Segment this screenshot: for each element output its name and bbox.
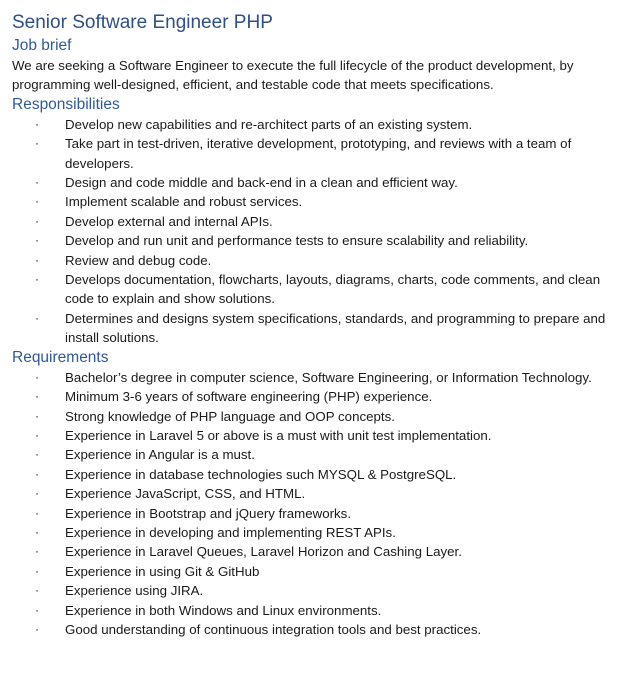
list-item [12, 231, 618, 250]
list-item [12, 426, 618, 445]
requirements-list [12, 368, 618, 640]
bullet-icon: · [35, 544, 39, 559]
list-item-text: Experience in using Git & GitHub [65, 563, 260, 579]
bullet-icon: · [35, 466, 39, 481]
list-item-text: Design and code middle and back-end in a clean and efficient way. [65, 175, 458, 191]
list-item [12, 620, 618, 639]
bullet-icon: · [35, 505, 39, 520]
list-item-text: Good understanding of continuous integration tools and best practices. [65, 621, 482, 637]
list-item-text: Experience in Bootstrap and jQuery frameworks. [65, 505, 352, 521]
list-item-text: Experience in Angular is a must. [65, 447, 255, 463]
list-item [12, 134, 618, 173]
bullet-icon: · [35, 136, 39, 151]
list-item-text: Experience using JIRA. [65, 583, 204, 599]
list-item-text: Develops documentation, flowcharts, layouts, diagrams, charts, code comments, and clean code to explain and show solutions. [65, 272, 601, 307]
list-item-text: Take part in test-driven, iterative development, prototyping, and reviews with a team of developers. [65, 136, 572, 171]
bullet-icon: · [35, 486, 39, 501]
bullet-icon: · [35, 175, 39, 190]
bullet-icon: · [35, 408, 39, 423]
list-item [12, 445, 618, 464]
bullet-icon: · [35, 194, 39, 209]
list-item-text: Experience in developing and implementing REST APIs. [65, 524, 396, 540]
bullet-icon: · [35, 447, 39, 462]
list-item [12, 368, 618, 387]
list-item [12, 270, 618, 309]
list-item-text: Experience JavaScript, CSS, and HTML. [65, 486, 306, 502]
bullet-icon: · [35, 369, 39, 384]
bullet-icon: · [35, 310, 39, 325]
responsibilities-heading: Responsibilities [12, 95, 120, 113]
list-item [12, 192, 618, 211]
list-item [12, 387, 618, 406]
list-item [12, 212, 618, 231]
list-item-text: Develop new capabilities and re-architect parts of an existing system. [65, 116, 473, 132]
list-item [12, 465, 618, 484]
bullet-icon: · [35, 252, 39, 267]
document-title: Senior Software Engineer PHP [12, 12, 273, 33]
list-item-text: Implement scalable and robust services. [65, 194, 303, 210]
list-item-text: Determines and designs system specifications, standards, and programming to prepare and install solutions. [65, 310, 606, 346]
list-item-text: Minimum 3-6 years of software engineering (PHP) experience. [65, 389, 433, 405]
bullet-icon: · [35, 272, 39, 287]
job-brief-text: We are seeking a Software Engineer to execute the full lifecycle of the product development, by programming well-designed, efficient, and testable code that meets specifications. [12, 58, 574, 93]
list-item [12, 562, 618, 581]
list-item-text: Experience in database technologies such MYSQL & PostgreSQL. [65, 466, 457, 482]
bullet-icon: · [35, 621, 39, 636]
list-item-text: Experience in Laravel 5 or above is a must with unit test implementation. [65, 427, 492, 443]
list-item-text: Experience in Laravel Queues, Laravel Horizon and Cashing Layer. [65, 544, 462, 560]
responsibilities-list [12, 115, 618, 348]
bullet-icon: · [35, 116, 39, 131]
list-item-text: Develop external and internal APIs. [65, 213, 273, 229]
bullet-icon: · [35, 602, 39, 617]
requirements-heading: Requirements [12, 348, 109, 366]
list-item-text: Bachelor’s degree in computer science, Software Engineering, or Information Technology. [65, 369, 592, 385]
bullet-icon: · [35, 583, 39, 598]
list-item-text: Develop and run unit and performance tests to ensure scalability and reliability. [65, 233, 529, 249]
list-item [12, 407, 618, 426]
job-brief-heading: Job brief [12, 37, 72, 54]
bullet-icon: · [35, 233, 39, 248]
list-item [12, 309, 618, 348]
list-item [12, 504, 618, 523]
bullet-icon: · [35, 389, 39, 404]
list-item [12, 115, 618, 134]
bullet-icon: · [35, 524, 39, 539]
list-item [12, 251, 618, 270]
list-item [12, 542, 618, 561]
list-item [12, 484, 618, 503]
list-item [12, 581, 618, 600]
list-item-text: Experience in both Windows and Linux environments. [65, 602, 382, 618]
list-item [12, 523, 618, 542]
list-item [12, 601, 618, 620]
list-item-text: Review and debug code. [65, 252, 212, 268]
bullet-icon: · [35, 563, 39, 578]
list-item-text: Strong knowledge of PHP language and OOP concepts. [65, 408, 395, 424]
bullet-icon: · [35, 427, 39, 442]
list-item [12, 173, 618, 192]
bullet-icon: · [35, 213, 39, 228]
